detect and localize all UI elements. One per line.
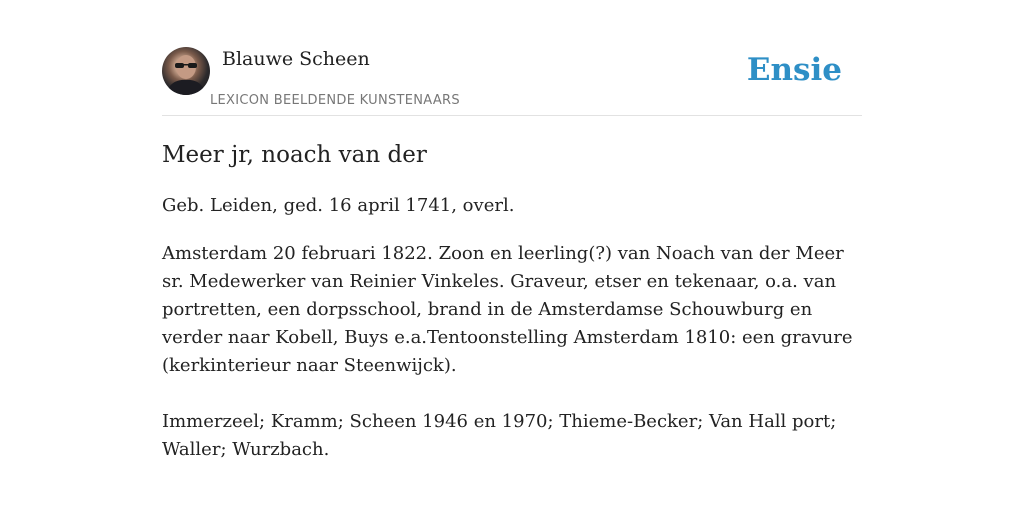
article-header <box>162 0 862 116</box>
article-body <box>162 240 862 464</box>
article-paragraph-biography: Amsterdam 20 februari 1822. Zoon en leerling(?) van Noach van der Meer sr. Medewerker van Reinier Vinkeles. Graveur, etser en tekenaar, o.a. van portretten, een dorpsschool, brand in de Amsterdamse Schouwburg en verder naar Kobell, Buys e.a.Tentoonstelling Amsterdam 1810: een gravure (kerkinterieur naar Steenwijck). <box>162 243 853 376</box>
section-label[interactable]: LEXICON BEELDENDE KUNSTENAARS <box>210 93 460 108</box>
author-name[interactable]: Blauwe Scheen <box>222 48 370 70</box>
author-avatar[interactable] <box>162 47 210 95</box>
brand-logo[interactable]: Ensie <box>746 52 842 88</box>
article-title: Meer jr, noach van der <box>162 142 427 168</box>
avatar-portrait-icon <box>162 47 210 95</box>
article-lead: Geb. Leiden, ged. 16 april 1741, overl. <box>162 195 515 216</box>
article-card <box>162 0 862 460</box>
article-paragraph-sources: Immerzeel; Kramm; Scheen 1946 en 1970; Thieme-Becker; Van Hall port; Waller; Wurzbach. <box>162 411 837 460</box>
